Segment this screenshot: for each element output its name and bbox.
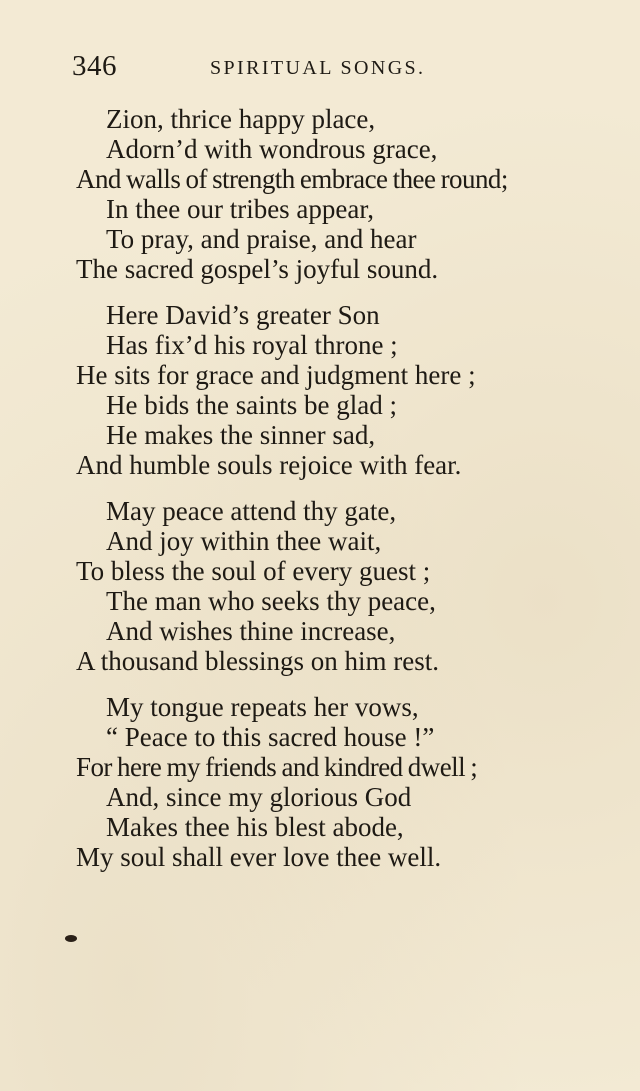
poem-line: Has fix’d his royal throne ; xyxy=(106,330,398,360)
poem-line: He sits for grace and judgment here ; xyxy=(76,360,476,390)
poem-line: In thee our tribes appear, xyxy=(106,194,375,224)
poem-line: And joy within thee wait, xyxy=(106,526,382,556)
poem-line: Zion, thrice happy place, xyxy=(106,104,376,134)
poem-line: And walls of strength embrace thee round; xyxy=(76,164,508,194)
poem-line: To pray, and praise, and hear xyxy=(106,224,417,254)
ink-blot xyxy=(65,935,77,942)
poem-line: Makes thee his blest abode, xyxy=(106,812,404,842)
poem-line: Here David’s greater Son xyxy=(106,300,380,330)
poem-line: A thousand blessings on him rest. xyxy=(76,646,439,676)
poem-line: May peace attend thy gate, xyxy=(106,496,397,526)
poem-line: My tongue repeats her vows, xyxy=(106,692,419,722)
poem-line: He bids the saints be glad ; xyxy=(106,390,397,420)
page-number: 346 xyxy=(72,50,117,82)
stanza-1 xyxy=(0,104,640,284)
poem-line: The sacred gospel’s joyful sound. xyxy=(76,254,439,284)
poem-line: And wishes thine increase, xyxy=(106,616,396,646)
poem-line: The man who seeks thy peace, xyxy=(106,586,436,616)
poem-line: To bless the soul of every guest ; xyxy=(76,556,431,586)
poem-line: For here my friends and kindred dwell ; xyxy=(76,752,478,782)
poem xyxy=(0,104,640,888)
poem-line: My soul shall ever love thee well. xyxy=(76,842,442,872)
poem-line: He makes the sinner sad, xyxy=(106,420,376,450)
poem-line: And, since my glorious God xyxy=(106,782,412,812)
poem-line: Adorn’d with wondrous grace, xyxy=(106,134,438,164)
stanza-4 xyxy=(0,692,640,872)
running-title: SPIRITUAL SONGS. xyxy=(210,57,426,79)
poem-line: “ Peace to this sacred house !” xyxy=(106,722,435,752)
stanza-3 xyxy=(0,496,640,676)
stanza-2 xyxy=(0,300,640,480)
poem-line: And humble souls rejoice with fear. xyxy=(76,450,462,480)
